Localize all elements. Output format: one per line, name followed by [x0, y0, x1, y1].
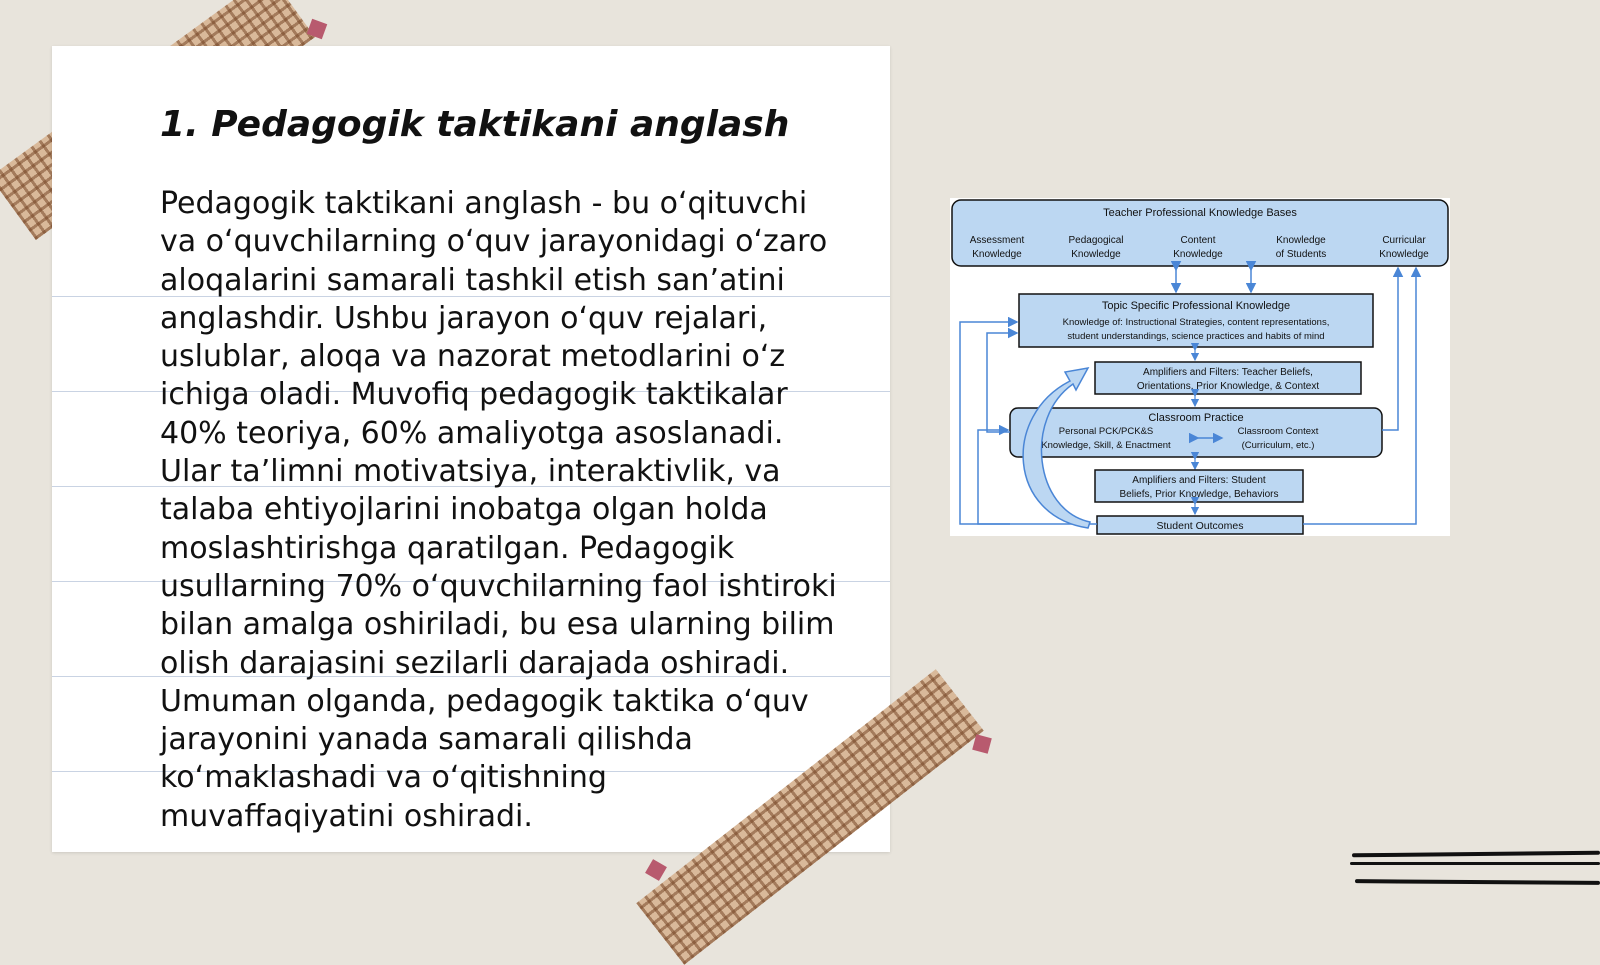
- knowledge-base-item: Curricular: [1382, 235, 1426, 246]
- topic-knowledge-title: Topic Specific Professional Knowledge: [1101, 300, 1291, 312]
- slide-title: 1. Pedagogik taktikani anglash: [160, 104, 790, 145]
- feedback-arrow: [1382, 268, 1398, 430]
- teacher-amplifiers-line: Orientations, Prior Knowledge, & Context: [1136, 381, 1320, 392]
- teacher-amplifiers-line: Amplifiers and Filters: Teacher Beliefs,: [1143, 367, 1313, 378]
- tape-end-bottom-right: [972, 734, 992, 754]
- classroom-context-label: (Curriculum, etc.): [1241, 440, 1315, 451]
- knowledge-base-item: Knowledge: [1173, 249, 1223, 260]
- knowledge-base-item: Knowledge: [1071, 249, 1121, 260]
- classroom-practice-title: Classroom Practice: [1148, 412, 1244, 424]
- tape-end-bottom-left: [645, 859, 667, 881]
- decorative-stroke: [1355, 879, 1600, 885]
- decorative-stroke: [1352, 851, 1600, 858]
- slide-body-text: Pedagogik taktikani anglash - bu o‘qituvchi va o‘quvchilarning o‘quv jarayonidagi o‘zaro aloqalarini samarali tashkil etish san’atini anglashdir. Ushbu jarayon o‘quv rejalari, uslublar, aloqa va nazorat metodlarini o‘z ichiga oladi. Muvofiq pedagogik taktikalar 40% teoriya, 60% amaliyotga asoslanadi. Ular ta’limni motivatsiya, interaktivlik, va talaba ehtiyojlarini inobatga olgan holda moslashtirishga qaratilgan. Pedagogik usullarning 70% o‘quvchilarning faol ishtiroki bilan amalga oshiriladi, bu esa ularning bilim olish darajasini sezilarli darajada oshiradi. Umuman olganda, pedagogik taktika o‘quv jarayonini yanada samarali qilishda ko‘maklashadi va o‘qitishning muvaffaqiyatini oshiradi.: [160, 186, 837, 834]
- knowledge-diagram: [950, 198, 1450, 536]
- decorative-stroke: [1350, 862, 1600, 865]
- knowledge-base-item: of Students: [1275, 249, 1327, 260]
- student-outcomes-label: Student Outcomes: [1156, 520, 1244, 532]
- topic-knowledge-line: Knowledge of: Instructional Strategies, content representations,: [1062, 317, 1330, 328]
- knowledge-base-item: Pedagogical: [1068, 235, 1124, 246]
- knowledge-bases-title: Teacher Professional Knowledge Bases: [1103, 207, 1297, 219]
- knowledge-base-item: Knowledge: [972, 249, 1022, 260]
- knowledge-base-item: Assessment: [969, 235, 1025, 246]
- student-amplifiers-line: Amplifiers and Filters: Student: [1132, 475, 1266, 486]
- knowledge-diagram-svg: [950, 198, 1450, 536]
- personal-pck-label: Personal PCK/PCK&S: [1058, 426, 1154, 437]
- classroom-context-label: Classroom Context: [1237, 426, 1319, 437]
- knowledge-base-item: Knowledge: [1276, 235, 1326, 246]
- student-amplifiers-line: Beliefs, Prior Knowledge, Behaviors: [1119, 489, 1279, 500]
- knowledge-base-item: Content: [1180, 235, 1216, 246]
- feedback-arrow: [978, 430, 1010, 524]
- knowledge-base-item: Knowledge: [1379, 249, 1429, 260]
- topic-knowledge-line: student understandings, science practices and habits of mind: [1067, 331, 1325, 342]
- personal-pck-label: Knowledge, Skill, & Enactment: [1041, 440, 1171, 451]
